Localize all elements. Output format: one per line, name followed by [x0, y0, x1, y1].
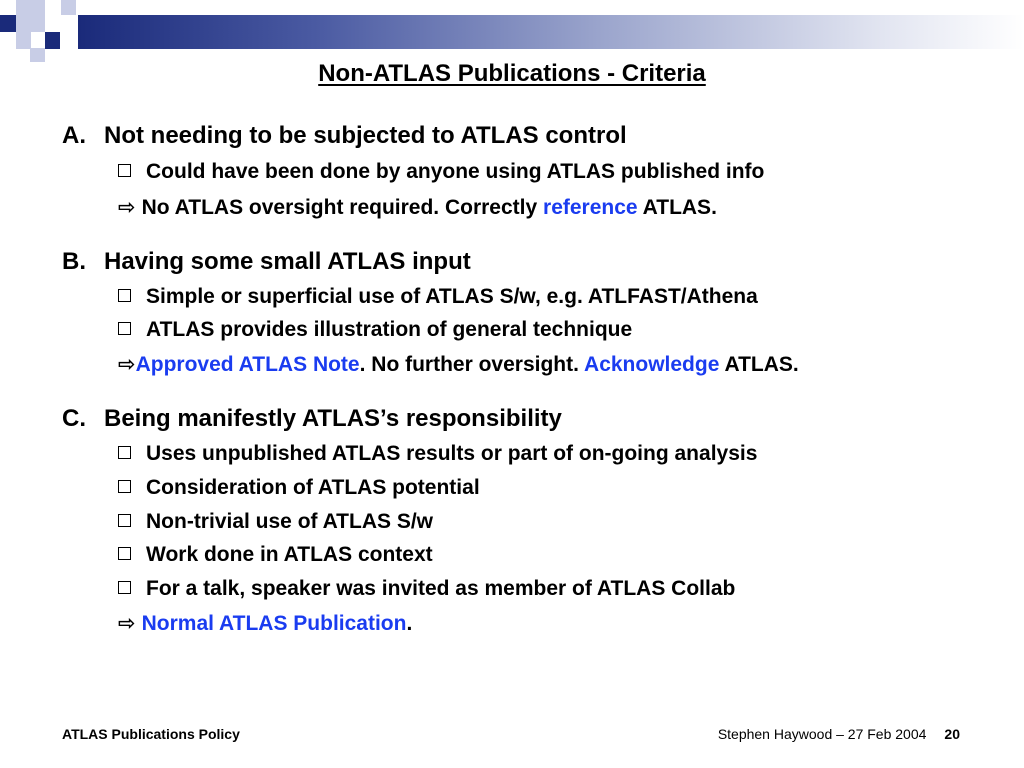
- arrow-right-icon: ⇨: [118, 196, 136, 219]
- conclusion-line: [118, 611, 412, 636]
- header-gradient-bar: [78, 15, 1024, 49]
- bullet-text: Uses unpublished ATLAS results or part of on-going analysis: [146, 442, 758, 465]
- header-square-light: [16, 32, 31, 49]
- bullet-text: ATLAS provides illustration of general technique: [146, 318, 633, 341]
- bullet-text: Simple or superficial use of ATLAS S/w, e.g. ATLFAST/Athena: [146, 285, 758, 308]
- bullet-text: Could have been done by anyone using ATLAS published info: [146, 160, 765, 183]
- normal-publication-link[interactable]: Normal ATLAS Publication: [141, 612, 407, 635]
- conclusion-text: No ATLAS oversight required. Correctly: [141, 196, 544, 219]
- approved-note-link[interactable]: Approved ATLAS Note: [135, 353, 360, 376]
- header-square-navy: [0, 15, 16, 32]
- list-item: [118, 543, 433, 567]
- arrow-right-icon: ⇨: [118, 353, 136, 376]
- section-c-heading: [62, 405, 562, 433]
- footer-author-date: Stephen Haywood – 27 Feb 2004: [717, 726, 927, 742]
- conclusion-line: [118, 352, 799, 377]
- section-letter: C.: [62, 405, 86, 432]
- list-item: [118, 577, 735, 601]
- header-square-light: [16, 0, 45, 32]
- conclusion-text: .: [406, 612, 413, 635]
- bullet-text: For a talk, speaker was invited as member of ATLAS Collab: [146, 577, 736, 600]
- square-bullet-icon: [118, 480, 131, 493]
- list-item: [118, 476, 480, 500]
- arrow-right-icon: ⇨: [118, 612, 136, 635]
- bullet-text: Work done in ATLAS context: [146, 543, 433, 566]
- acknowledge-link[interactable]: Acknowledge: [584, 353, 720, 376]
- conclusion-text: ATLAS.: [719, 353, 799, 376]
- section-heading-text: Having some small ATLAS input: [104, 248, 471, 275]
- list-item: [118, 442, 757, 466]
- list-item: [118, 160, 764, 184]
- bullet-text: Non-trivial use of ATLAS S/w: [146, 510, 434, 533]
- conclusion-line: [118, 195, 717, 220]
- bullet-text: Consideration of ATLAS potential: [146, 476, 480, 499]
- section-b-heading: [62, 248, 471, 276]
- square-bullet-icon: [118, 547, 131, 560]
- square-bullet-icon: [118, 164, 131, 177]
- section-a-heading: [62, 122, 627, 150]
- section-letter: A.: [62, 122, 86, 149]
- square-bullet-icon: [118, 322, 131, 335]
- list-item: [118, 510, 433, 534]
- footer-title: ATLAS Publications Policy: [62, 726, 240, 742]
- list-item: [118, 318, 632, 342]
- square-bullet-icon: [118, 289, 131, 302]
- section-letter: B.: [62, 248, 86, 275]
- conclusion-text: . No further oversight.: [359, 353, 585, 376]
- section-heading-text: Being manifestly ATLAS’s responsibility: [104, 405, 562, 432]
- square-bullet-icon: [118, 581, 131, 594]
- square-bullet-icon: [118, 514, 131, 527]
- reference-link[interactable]: reference: [543, 196, 638, 219]
- list-item: [118, 285, 758, 309]
- square-bullet-icon: [118, 446, 131, 459]
- footer-author-info: [718, 726, 960, 742]
- header-square-light: [61, 0, 76, 15]
- section-heading-text: Not needing to be subjected to ATLAS control: [104, 122, 627, 149]
- page-number: 20: [944, 726, 960, 742]
- conclusion-text: ATLAS.: [637, 196, 717, 219]
- slide-title: Non-ATLAS Publications - Criteria: [318, 60, 706, 87]
- header-square-navy: [45, 32, 60, 49]
